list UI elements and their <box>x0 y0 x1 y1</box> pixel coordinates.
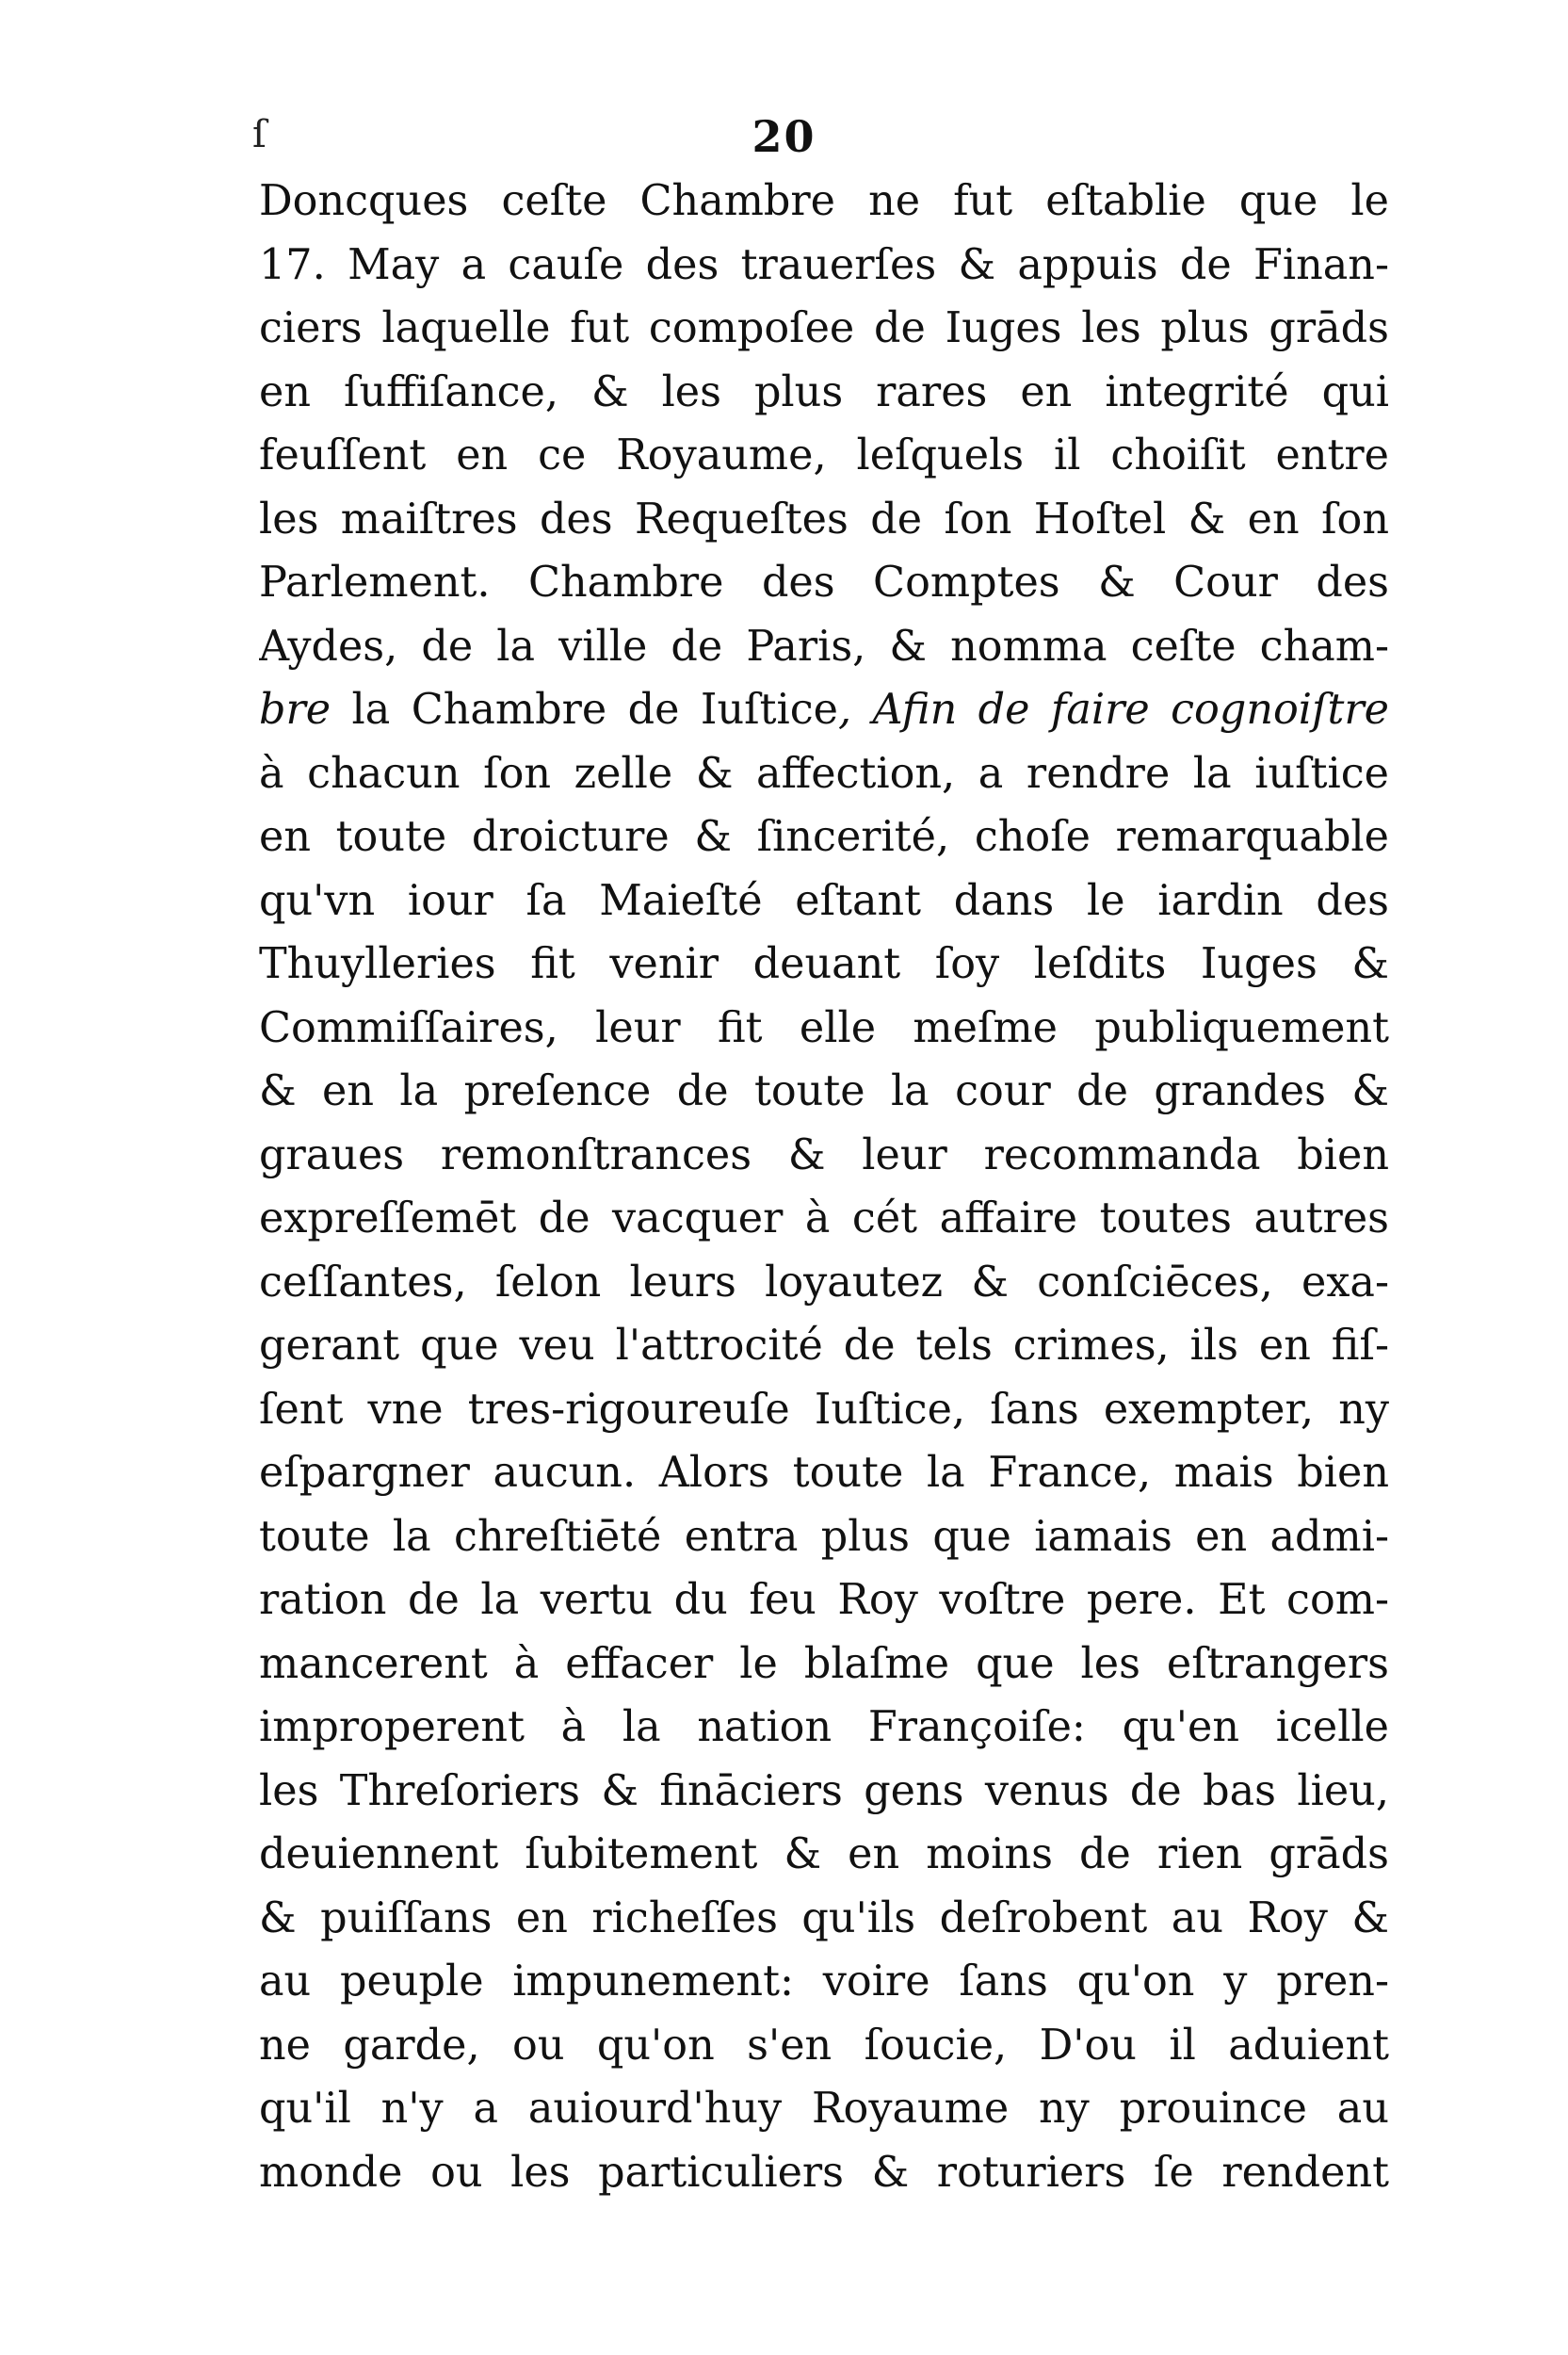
italic-title: bre <box>259 686 352 734</box>
text-line: Parlement. Chambre des Comptes & Cour des <box>259 559 1389 607</box>
text-line: au peuple impunement: voire ſans qu'on y pren- <box>259 1957 1389 2006</box>
text-line: Doncques ceſte Chambre ne fut eſtablie que le <box>259 177 1389 225</box>
text-line: ciers laquelle fut compoſee de Iuges les plus grāds <box>259 304 1389 352</box>
body-text <box>259 170 1389 2204</box>
text-line: expreſſemēt de vacquer à cét affaire toutes autres <box>259 1194 1389 1242</box>
marginal-mark: ſ <box>252 113 267 156</box>
text-line: Aydes, de la ville de Paris, & nomma ceſte cham- <box>259 622 1389 671</box>
text-line: les maiſtres des Requeſtes de ſon Hoſtel & en ſon <box>259 495 1389 544</box>
text-line: à chacun ſon zelle & affection, a rendre la iuſtice <box>259 749 1389 798</box>
text-line: & en la preſence de toute la cour de grandes & <box>259 1067 1389 1115</box>
text-line: Thuylleries fit venir deuant ſoy leſdits Iuges & <box>259 940 1389 988</box>
text-line: graues remonſtrances & leur recommanda bien <box>259 1130 1389 1179</box>
text-line: toute la chreſtiēté entra plus que iamais en admi- <box>259 1512 1389 1561</box>
text-line: improperent à la nation Françoiſe: qu'en icelle <box>259 1703 1389 1751</box>
text-line: 17. May a cauſe des trauerſes & appuis de Finan- <box>259 240 1389 289</box>
text-line: ne garde, ou qu'on s'en ſoucie, D'ou il aduient <box>259 2021 1389 2070</box>
text-line: les Threſoriers & fināciers gens venus de bas lieu, <box>259 1766 1389 1815</box>
text-line: ceſſantes, ſelon leurs loyautez & conſciēces, exa- <box>259 1258 1389 1307</box>
text-line: en ſuffiſance, & les plus rares en integrité qui <box>259 367 1389 416</box>
text-line: ſent vne tres-rigoureuſe Iuſtice, ſans exempter, ny <box>259 1385 1389 1434</box>
text-line: eſpargner aucun. Alors toute la France, mais bien <box>259 1449 1389 1497</box>
text-line: feuſſent en ce Royaume, leſquels il choiſit entre <box>259 431 1389 479</box>
text-line: & puiſſans en richeſſes qu'ils deſrobent au Roy & <box>259 1893 1389 1942</box>
italic-title: , Afin de faire cognoiſtre <box>837 686 1389 734</box>
text-line: en toute droicture & ſincerité, choſe remarquable <box>259 813 1389 861</box>
text-line: ration de la vertu du feu Roy voſtre pere. Et com- <box>259 1576 1389 1624</box>
text-line: monde ou les particuliers & roturiers ſe rendent <box>259 2148 1389 2197</box>
text-line: gerant que veu l'attrocité de tels crimes, ils en fiſ- <box>259 1322 1389 1370</box>
page-number: 20 <box>752 111 816 162</box>
text-line: mancerent à effacer le blaſme que les eſtrangers <box>259 1639 1389 1688</box>
roman-text: la Chambre de Iuſtice <box>351 686 838 734</box>
text-line: Commiſſaires, leur fit elle meſme publiquement <box>259 1003 1389 1052</box>
text-line: qu'il n'y a auiourd'huy Royaume ny prouince au <box>259 2085 1389 2133</box>
text-line-with-italic <box>259 678 1389 742</box>
text-line: qu'vn iour ſa Maieſté eſtant dans le iardin des <box>259 876 1389 925</box>
text-line: deuiennent ſubitement & en moins de rien grāds <box>259 1830 1389 1878</box>
